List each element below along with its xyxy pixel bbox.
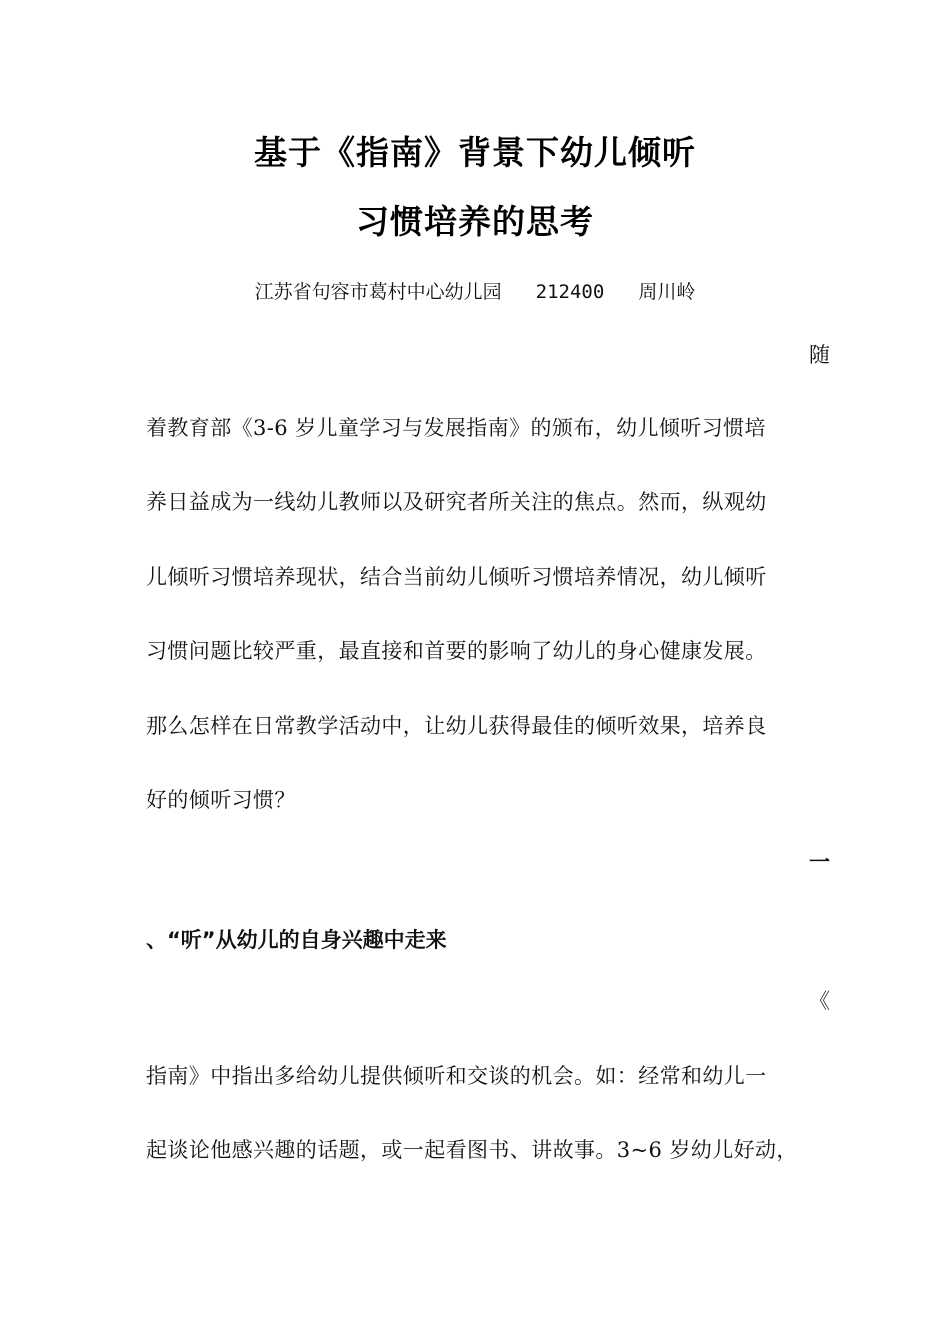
paragraph-2-line: 指南》中指出多给幼儿提供倾听和交谈的机会。如：经常和幼儿一: [146, 1064, 767, 1088]
title-line-1: 基于《指南》背景下幼儿倾听: [254, 133, 696, 172]
paragraph-1-line: 着教育部《3-6 岁儿童学习与发展指南》的颁布，幼儿倾听习惯培: [146, 416, 766, 440]
byline-institution: 江苏省句容市葛村中心幼儿园: [254, 281, 502, 303]
paragraph-1-line: 儿倾听习惯培养现状，结合当前幼儿倾听习惯培养情况，幼儿倾听: [146, 565, 767, 589]
paragraph-1-line: 养日益成为一线幼儿教师以及研究者所关注的焦点。然而，纵观幼: [146, 490, 767, 514]
paragraph-2-line: 起谈论他感兴趣的话题，或一起看图书、讲故事。3~6 岁幼儿好动，: [146, 1138, 798, 1162]
paragraph-1-line: 好的倾听习惯？: [146, 788, 296, 812]
byline-postcode: 212400: [535, 281, 605, 303]
section-1-number: 一: [809, 850, 830, 874]
section-1-heading: 、“听”从幼儿的自身兴趣中走来: [146, 928, 447, 952]
title-line-2: 习惯培养的思考: [356, 202, 594, 241]
paragraph-1-line: 习惯问题比较严重，最直接和首要的影响了幼儿的身心健康发展。: [146, 639, 767, 663]
byline-author: 周川岭: [638, 281, 696, 303]
paragraph-1-line: 那么怎样在日常教学活动中，让幼儿获得最佳的倾听效果，培养良: [146, 714, 767, 738]
paragraph-1-first-char: 随: [809, 343, 830, 367]
byline: [0, 279, 950, 305]
paragraph-2-first-char: 《: [809, 989, 830, 1013]
